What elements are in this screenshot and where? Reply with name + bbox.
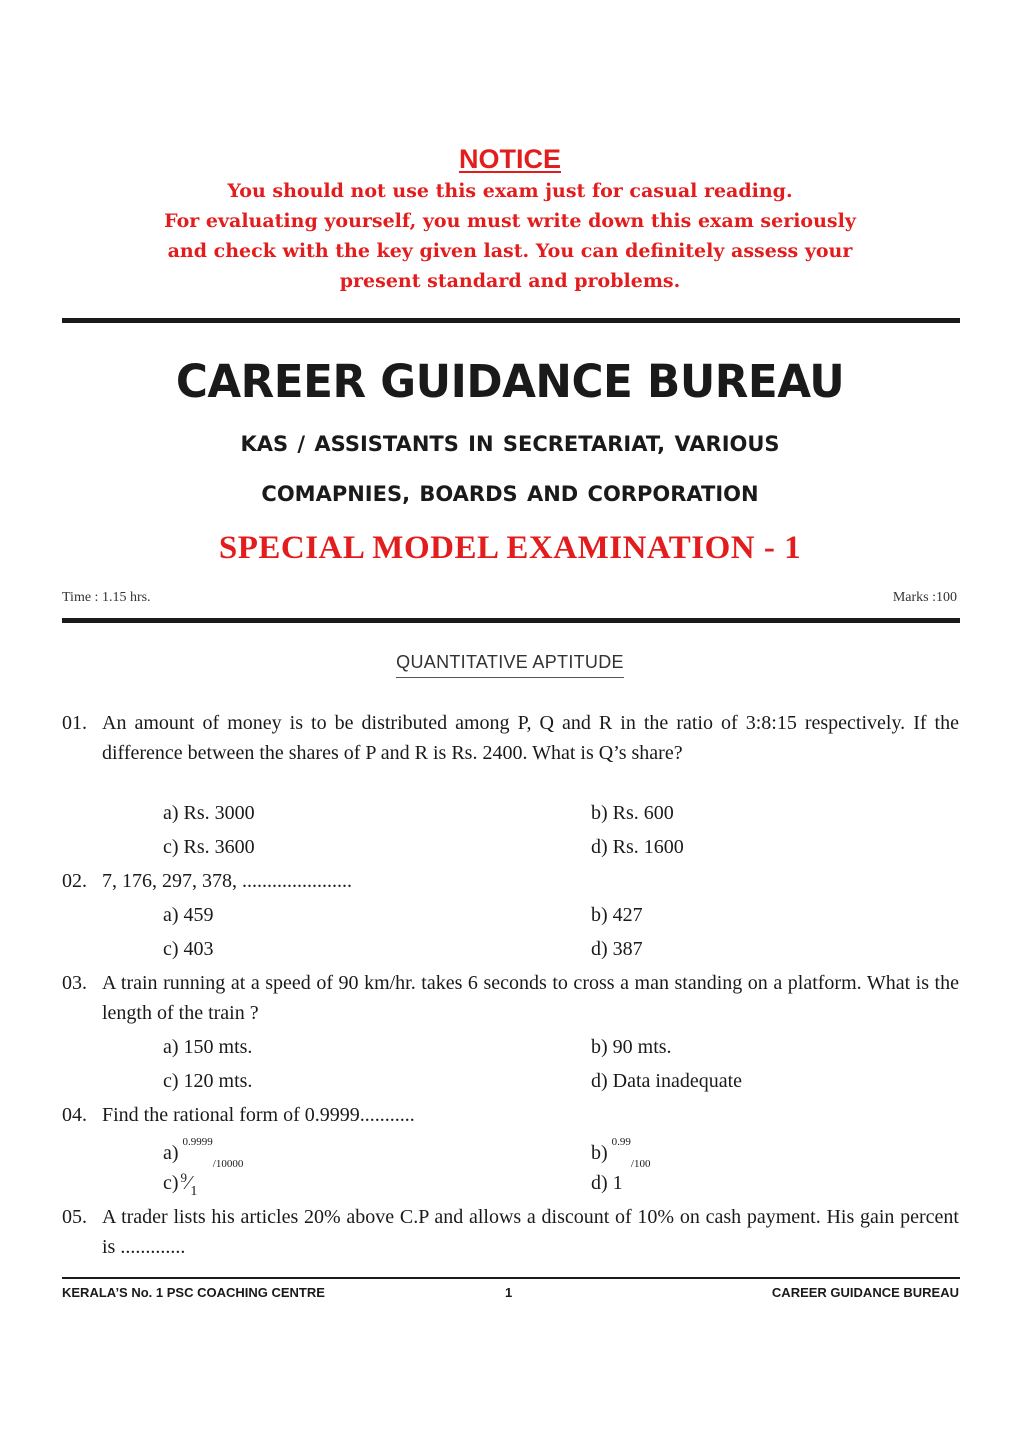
- question-number: 04.: [62, 1104, 87, 1126]
- option-b: b) 90 mts.: [591, 1036, 672, 1058]
- option-d: d) Data inadequate: [591, 1070, 743, 1092]
- fraction-denominator: /10000: [212, 1158, 244, 1170]
- notice-line: You should not use this exam just for casual reading.: [227, 180, 793, 202]
- question-number: 03.: [62, 972, 87, 994]
- fraction-denominator: 1: [190, 1184, 198, 1199]
- question-text: Find the rational form of 0.9999...........: [102, 1104, 415, 1126]
- option-d: d) 387: [591, 938, 643, 960]
- footer-right: CAREER GUIDANCE BUREAU: [771, 1285, 959, 1300]
- option-c: c) 120 mts.: [163, 1070, 253, 1092]
- option-a: a) 150 mts.: [163, 1036, 253, 1058]
- option-b: b) 427: [591, 904, 643, 926]
- option-prefix: c): [163, 1172, 179, 1194]
- fraction-numerator: 9: [180, 1170, 188, 1185]
- notice-line: and check with the key given last. You can definitely assess your: [167, 240, 853, 262]
- time-label: Time : 1.15 hrs.: [62, 590, 151, 605]
- subtitle-line-2: COMAPNIES, BOARDS AND CORPORATION: [261, 482, 759, 506]
- question-number: 02.: [62, 870, 87, 892]
- question-number: 01.: [62, 712, 87, 734]
- fraction-denominator: /100: [630, 1158, 651, 1170]
- notice-line: For evaluating yourself, you must write down this exam seriously: [164, 210, 856, 232]
- option-prefix: a): [163, 1142, 179, 1164]
- marks-label: Marks :100: [892, 590, 957, 605]
- option-c: [163, 1168, 197, 1201]
- fraction-numerator: 0.99: [611, 1136, 631, 1148]
- section-title: QUANTITATIVE APTITUDE: [396, 652, 624, 678]
- notice-line: present standard and problems.: [339, 270, 681, 292]
- question-text: A train running at a speed of 90 km/hr. takes 6 seconds to cross a man standing on a platform. What is the length of the train ?: [102, 972, 959, 1024]
- top-divider: [62, 318, 960, 323]
- fraction-slash: ⁄: [187, 1172, 191, 1194]
- brand-title: CAREER GUIDANCE BUREAU: [175, 355, 845, 408]
- page-number: 1: [505, 1285, 513, 1300]
- option-prefix: b): [591, 1142, 608, 1164]
- fraction-numerator: 0.9999: [182, 1136, 213, 1148]
- option-c: c) Rs. 3600: [163, 836, 255, 858]
- question-text: An amount of money is to be distributed among P, Q and R in the ratio of 3:8:15 respectively. If the difference between the shares of P and R is Rs. 2400. What is Q’s share?: [102, 712, 959, 764]
- option-a: a) Rs. 3000: [163, 802, 255, 824]
- option-a: a) 459: [163, 904, 214, 926]
- option-b: [591, 1138, 650, 1171]
- question-number: 05.: [62, 1206, 87, 1228]
- footer-left: KERALA’S No. 1 PSC COACHING CENTRE: [62, 1285, 325, 1300]
- question-text: 7, 176, 297, 378, ......................: [102, 870, 352, 892]
- question-text: A trader lists his articles 20% above C.P and allows a discount of 10% on cash payment. His gain percent is .............: [102, 1206, 959, 1258]
- exam-title: SPECIAL MODEL EXAMINATION - 1: [218, 530, 802, 566]
- option-d: d) 1: [591, 1172, 623, 1194]
- option-c: c) 403: [163, 938, 214, 960]
- option-b: b) Rs. 600: [591, 802, 674, 824]
- header-divider: [62, 618, 960, 623]
- notice-title: NOTICE: [458, 144, 561, 174]
- option-a: [163, 1138, 243, 1171]
- option-d: d) Rs. 1600: [591, 836, 684, 858]
- section-heading: [60, 652, 960, 678]
- subtitle-line-1: KAS / ASSISTANTS IN SECRETARIAT, VARIOUS: [240, 432, 780, 456]
- notice-block: [60, 142, 960, 296]
- footer-divider: [62, 1277, 960, 1279]
